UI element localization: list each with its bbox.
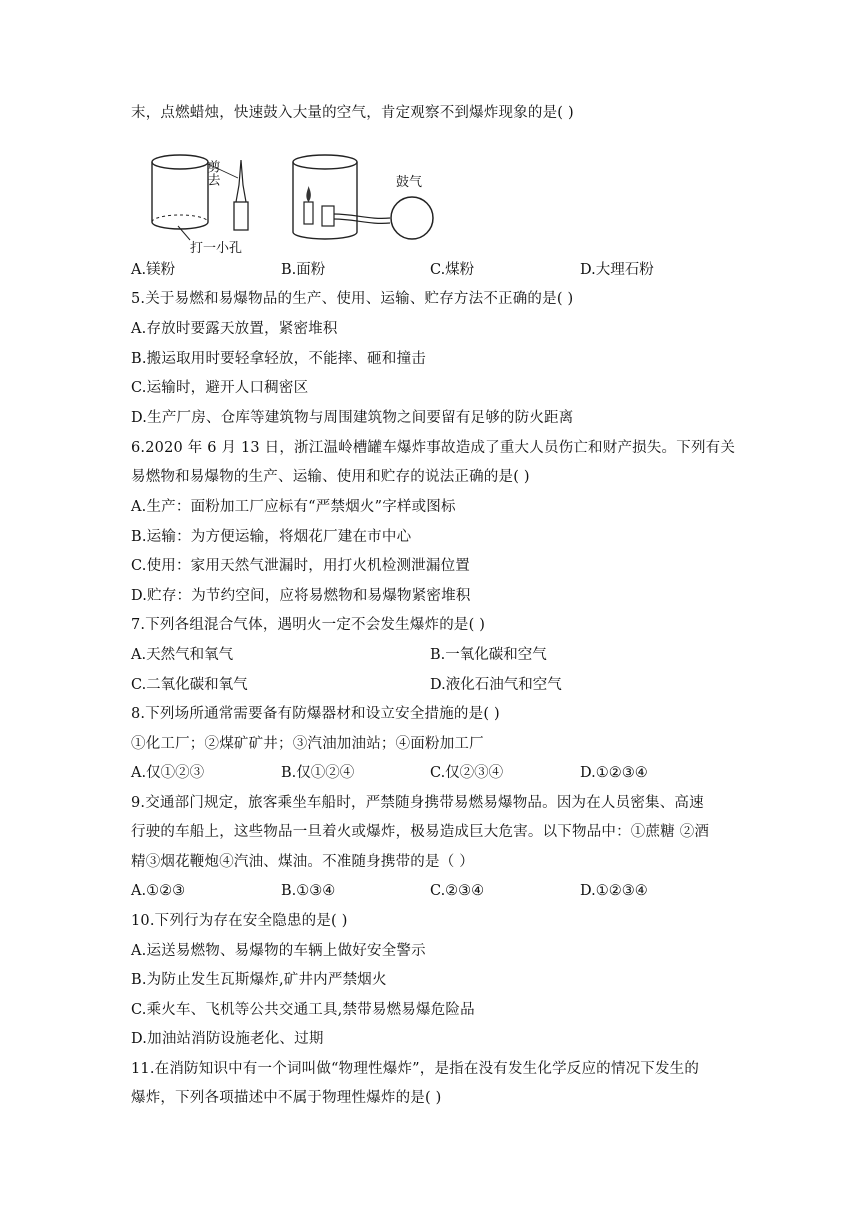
q7-option-a: A.天然气和氧气	[131, 647, 234, 663]
q8-option-b: B.仅①②④	[281, 765, 355, 781]
q5-stem: 5.关于易燃和易爆物品的生产、使用、运输、贮存方法不正确的是( )	[131, 291, 574, 307]
q8-option-c: C.仅②③④	[430, 765, 504, 781]
q10-stem: 10.下列行为存在安全隐患的是( )	[131, 913, 348, 929]
q5-option-a: A.存放时要露天放置，紧密堆积	[131, 321, 338, 337]
q4-option-d: D.大理石粉	[580, 262, 654, 278]
q7-option-b: B.一氧化碳和空气	[430, 647, 547, 663]
small-tube	[234, 202, 248, 230]
can-top-rim	[152, 155, 208, 169]
q7-option-d: D.液化石油气和空气	[430, 677, 562, 693]
q7-stem: 7.下列各组混合气体，遇明火一定不会发生爆炸的是( )	[131, 617, 486, 633]
q4-stem-tail: 末，点燃蜡烛，快速鼓入大量的空气，肯定观察不到爆炸现象的是( )	[131, 105, 574, 121]
q6-stem-line2: 易燃物和易爆物的生产、运输、使用和贮存的说法正确的是( )	[131, 469, 530, 485]
jar-top-rim	[293, 155, 357, 169]
q6-option-a: A.生产：面粉加工厂应标有“严禁烟火”字样或图标	[131, 499, 456, 515]
q6-stem-line1: 6.2020 年 6 月 13 日，浙江温岭槽罐车爆炸事故造成了重大人员伤亡和财产损失。下列有关	[131, 440, 736, 456]
q10-option-b: B.为防止发生瓦斯爆炸,矿井内严禁烟火	[131, 972, 387, 988]
q11-stem-line2: 爆炸，下列各项描述中不属于物理性爆炸的是( )	[131, 1090, 442, 1106]
figure-label-hole: 打一小孔	[190, 241, 243, 256]
q8-items: ①化工厂；②煤矿矿井；③汽油加油站；④面粉加工厂	[131, 736, 484, 752]
figure-label-blow: 鼓气	[396, 175, 423, 190]
q9-option-b: B.①③④	[281, 883, 336, 899]
inner-tube	[322, 206, 334, 226]
air-bulb	[391, 197, 433, 239]
q9-option-a: A.①②③	[131, 883, 186, 899]
q8-stem: 8.下列场所通常需要备有防爆器材和设立安全措施的是( )	[131, 706, 500, 722]
q6-option-d: D.贮存：为节约空间，应将易燃物和易爆物紧密堆积	[131, 588, 471, 604]
q8-option-a: A.仅①②③	[131, 765, 205, 781]
q8-option-d: D.①②③④	[580, 765, 648, 781]
q4-option-c: C.煤粉	[430, 262, 475, 278]
q5-option-d: D.生产厂房、仓库等建筑物与周围建筑物之间要留有足够的防火距离	[131, 410, 574, 426]
q5-option-c: C.运输时，避开人口稠密区	[131, 380, 309, 396]
q9-stem-line1: 9.交通部门规定，旅客乘坐车船时，严禁随身携带易燃易爆物品。因为在人员密集、高速	[131, 795, 704, 811]
q9-option-c: C.②③④	[430, 883, 485, 899]
figure-label-cut: 剪去	[204, 160, 220, 186]
q7-option-c: C.二氧化碳和氧气	[131, 677, 248, 693]
q9-stem-line3: 精③烟花鞭炮④汽油、煤油。不准随身携带的是（ ）	[131, 854, 474, 870]
q4-option-b: B.面粉	[281, 262, 326, 278]
q10-option-d: D.加油站消防设施老化、过期	[131, 1031, 324, 1047]
q6-option-b: B.运输：为方便运输，将烟花厂建在市中心	[131, 529, 412, 545]
candle	[304, 202, 313, 224]
q4-option-a: A.镁粉	[131, 262, 176, 278]
q9-stem-line2: 行驶的车船上，这些物品一旦着火或爆炸，极易造成巨大危害。以下物品中：①蔗糖 ②酒	[131, 824, 710, 840]
q5-option-b: B.搬运取用时要轻拿轻放，不能摔、砸和撞击	[131, 351, 426, 367]
q9-option-d: D.①②③④	[580, 883, 648, 899]
q11-stem-line1: 11.在消防知识中有一个词叫做“物理性爆炸”，是指在没有发生化学反应的情况下发生的	[131, 1061, 700, 1077]
q10-option-a: A.运送易燃物、易爆物的车辆上做好安全警示	[131, 943, 426, 959]
q10-option-c: C.乘火车、飞机等公共交通工具,禁带易燃易爆危险品	[131, 1002, 475, 1018]
apparatus-figure	[140, 140, 450, 260]
q6-option-c: C.使用：家用天然气泄漏时，用打火机检测泄漏位置	[131, 558, 470, 574]
